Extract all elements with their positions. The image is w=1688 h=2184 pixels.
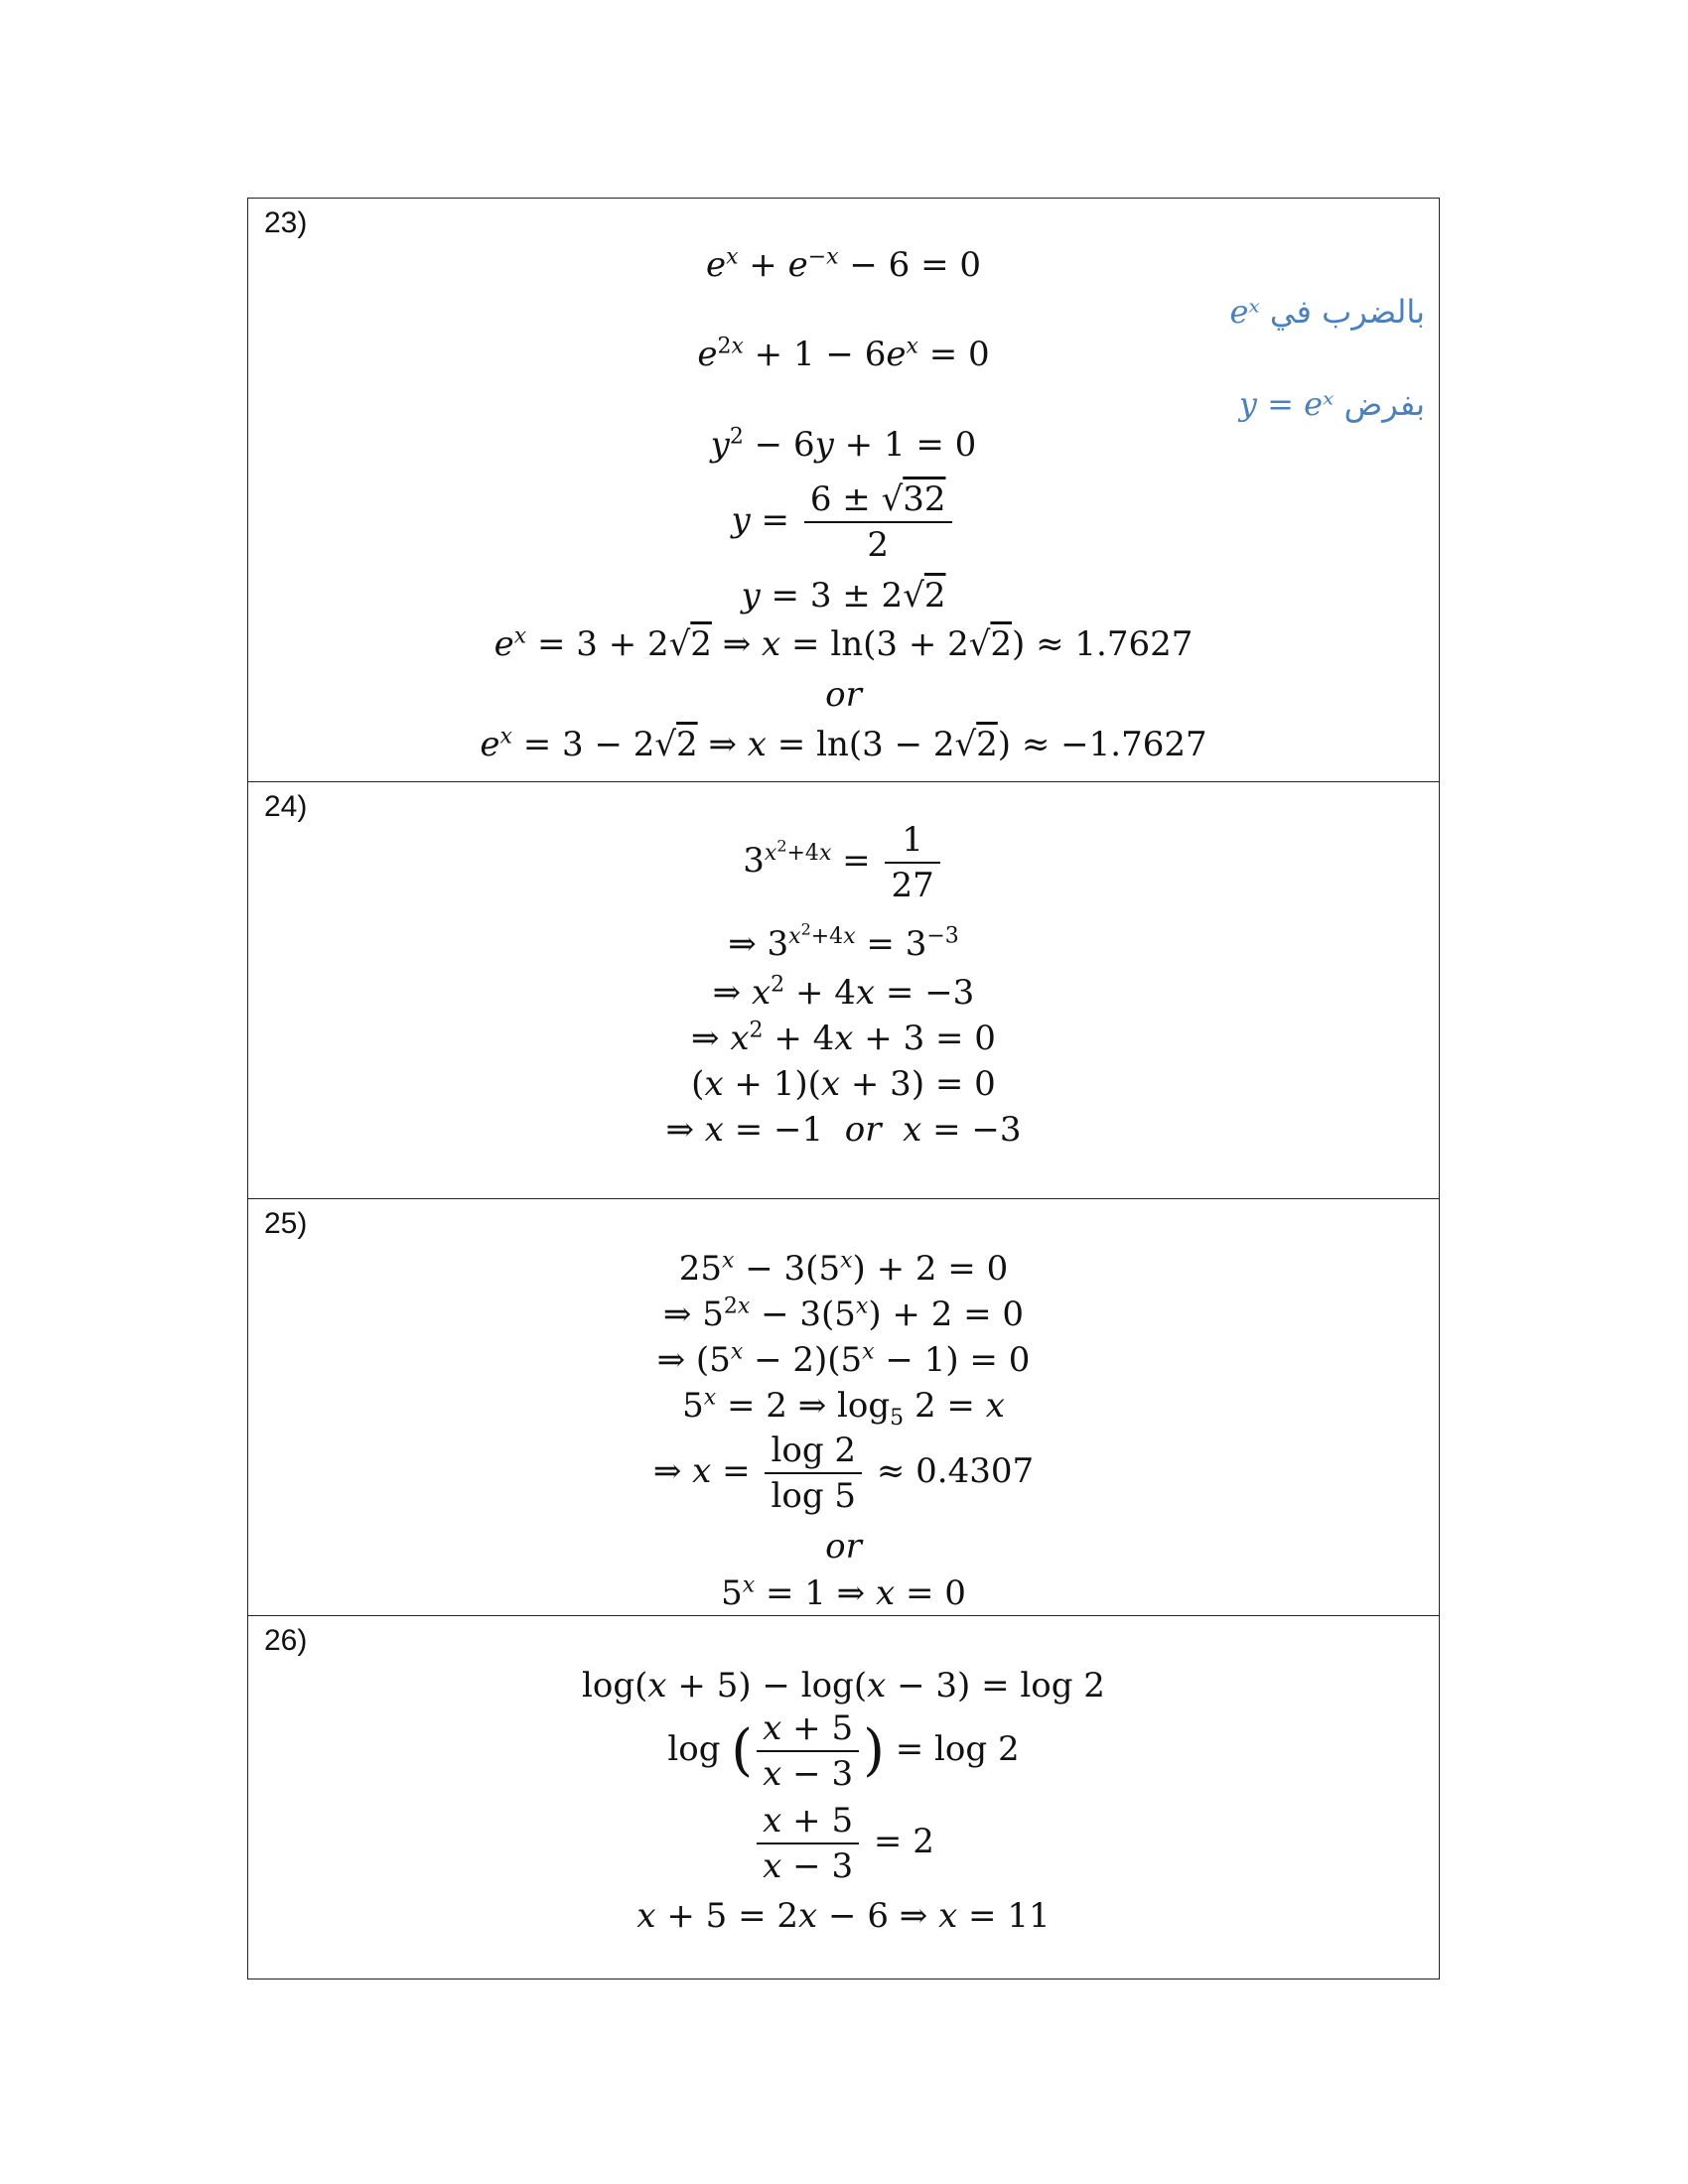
equation: $5^x = 1$ ⇒ x = 0 — [721, 1572, 966, 1613]
equation: x + 5 = 2x − 6 ⇒ x = 11 — [636, 1896, 1051, 1936]
equation: log(x + 5) − log(x − 3) = log 2 — [582, 1666, 1105, 1706]
annotation-substitute: y = eˣ بفرض — [1238, 385, 1425, 423]
or-label: or — [825, 675, 862, 715]
problem-number: 25) — [264, 1207, 308, 1240]
equation: ⇒ $x^2 + 4x = -3$ — [712, 972, 975, 1013]
or-label: or — [844, 1110, 882, 1150]
equation: $5^x = 2$ ⇒ $\log_5 2 = x$ — [682, 1385, 1005, 1431]
problem-25 — [248, 1198, 1439, 1615]
equation: (x + 1)(x + 3) = 0 — [691, 1064, 996, 1104]
equation: $25^x - 3(5^x) + 2 = 0$ — [678, 1248, 1009, 1289]
equation: ⇒ $(5^x - 2)(5^x - 1) = 0$ — [656, 1339, 1031, 1380]
or-label: or — [825, 1527, 862, 1567]
equation: ⇒ x = $\frac{\log 2}{\log 5}$ ≈ 0.4307 — [652, 1431, 1035, 1516]
equation: ⇒ x = −1 or x = −3 — [665, 1110, 1022, 1150]
equation: y = 3 ± 2√2 — [741, 576, 946, 615]
equation: log ( $\frac{x + 5}{x - 3}$ ) = log 2 — [667, 1708, 1020, 1794]
equation: $e^x + e^{-x} - 6 = 0$ — [705, 244, 982, 285]
problem-24 — [248, 781, 1439, 1198]
problem-number: 26) — [264, 1624, 308, 1657]
equation: ⇒ $3^{x^2+4x} = 3^{-3}$ — [728, 919, 959, 964]
equation: $e^x = 3 + 2√2$ ⇒ x = ln(3 + 2√2) ≈ 1.7627 — [493, 623, 1194, 664]
equation: y = $\frac{6 \pm √32}{2}$ — [248, 479, 1439, 565]
equation: $e^x = 3 - 2√2$ ⇒ x = ln(3 − 2√2) ≈ −1.7627 — [480, 724, 1207, 764]
equation: ⇒ $5^{2x} - 3(5^x) + 2 = 0$ — [662, 1294, 1025, 1334]
equation: $3^{x^2+4x}$ = $\frac{1}{27}$ — [248, 820, 1439, 905]
problem-number: 24) — [264, 790, 308, 823]
solutions-table — [247, 198, 1440, 1979]
problem-number: 23) — [264, 206, 308, 239]
equation: $\frac{x + 5}{x - 3}$ = 2 — [248, 1801, 1439, 1886]
equation: $y^2 - 6y + 1 = 0$ — [710, 424, 977, 465]
equation: $e^{2x} + 1 - 6e^x = 0$ — [697, 334, 990, 374]
equation: ⇒ $x^2 + 4x + 3 = 0$ — [691, 1018, 996, 1058]
problem-26 — [248, 1615, 1439, 1980]
annotation-multiply: eˣ بالضرب في — [1229, 293, 1425, 331]
problem-23 — [248, 199, 1439, 781]
